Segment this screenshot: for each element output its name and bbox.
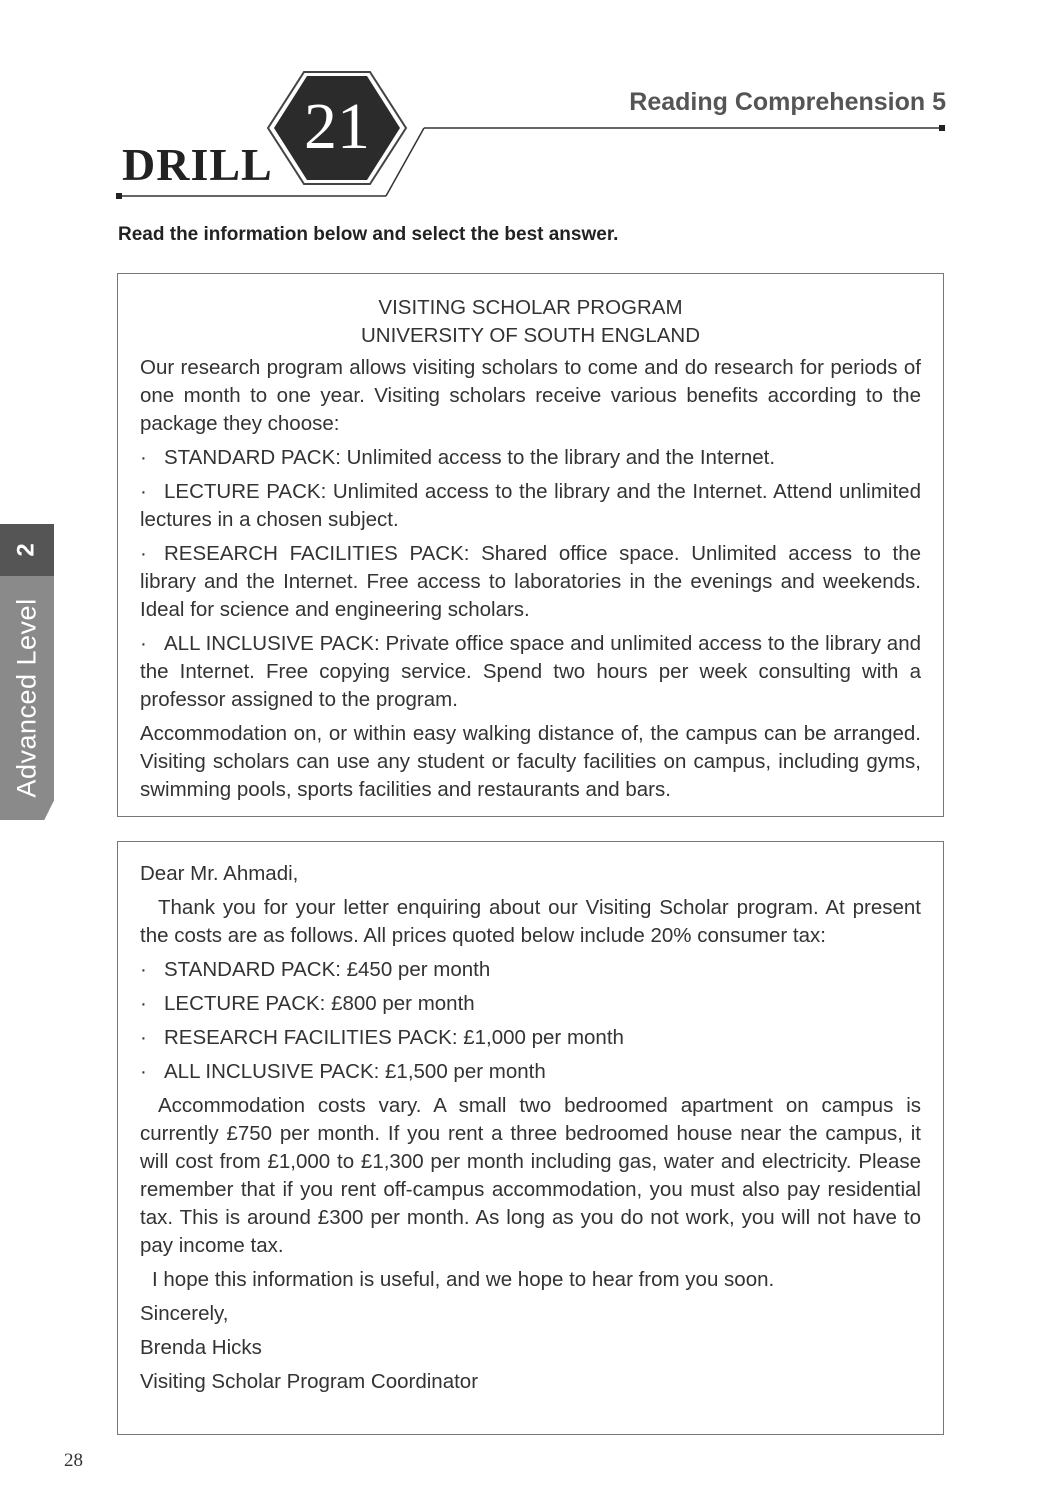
signer-title: Visiting Scholar Program Coordinator bbox=[140, 1370, 479, 1393]
instruction-text: Read the information below and select the best answer. bbox=[118, 224, 619, 245]
page-number: 28 bbox=[64, 1450, 83, 1471]
pack-item: · RESEARCH FACILITIES PACK: Shared office space. Unlimited access to the library and the Internet. Free access to laboratories in the evenings and weekends. Ideal for science and engineering scholars. bbox=[140, 542, 921, 621]
pack-item: · LECTURE PACK: Unlimited access to the library and the Internet. Attend unlimited lectures in a chosen subject. bbox=[140, 480, 921, 531]
level-number: 2 bbox=[12, 543, 40, 557]
bullet-dot: · bbox=[140, 992, 147, 1015]
program-closing: Accommodation on, or within easy walking distance of, the campus can be arranged. Visiting scholars can use any student or faculty facilities on campus, including gyms, swimming pools, sports facilities and restaurants and bars. bbox=[140, 722, 921, 801]
letter-salutation: Dear Mr. Ahmadi, bbox=[140, 862, 299, 885]
pack-item: · STANDARD PACK: Unlimited access to the library and the Internet. bbox=[140, 444, 921, 472]
letter-closing-line: I hope this information is useful, and we hope to hear from you soon. bbox=[152, 1268, 775, 1291]
program-title-line2: UNIVERSITY OF SOUTH ENGLAND bbox=[360, 324, 701, 347]
drill-label: DRILL bbox=[122, 139, 273, 190]
letter-signoff: Sincerely, bbox=[140, 1302, 229, 1325]
program-title-line1: VISITING SCHOLAR PROGRAM bbox=[378, 296, 683, 319]
section-title: Reading Comprehension 5 bbox=[629, 88, 946, 116]
price-item: · RESEARCH FACILITIES PACK: £1,000 per month bbox=[140, 1024, 921, 1052]
price-item: · STANDARD PACK: £450 per month bbox=[140, 956, 921, 984]
signer-name: Brenda Hicks bbox=[140, 1336, 262, 1359]
bullet-dot: · bbox=[140, 480, 147, 503]
letter-box bbox=[117, 841, 944, 1435]
level-label: Advanced Level bbox=[11, 598, 42, 798]
bullet-dot: · bbox=[140, 958, 147, 981]
program-intro: Our research program allows visiting scholars to come and do research for periods of one month to one year. Visiting scholars receive various benefits according to the package they choose: bbox=[140, 356, 921, 435]
price-item: · LECTURE PACK: £800 per month bbox=[140, 990, 921, 1018]
drill-number: 21 bbox=[304, 90, 370, 163]
bullet-dot: · bbox=[140, 446, 147, 469]
bullet-dot: · bbox=[140, 542, 147, 565]
letter-accommodation: Accommodation costs vary. A small two bedroomed apartment on campus is currently £750 per month. If you rent a three bedroomed house near the campus, it will cost from £1,000 to £1,300 per month including gas, water and electricity. Please remember that if you rent off-campus accommodation, you must also pay residential tax. This is around £300 per month. As long as you do not work, you will not have to pay income tax. bbox=[140, 1094, 921, 1257]
letter-intro: Thank you for your letter enquiring about our Visiting Scholar program. At present the costs are as follows. All prices quoted below include 20% consumer tax: bbox=[140, 896, 921, 947]
bullet-dot: · bbox=[140, 1026, 147, 1049]
price-item: · ALL INCLUSIVE PACK: £1,500 per month bbox=[140, 1058, 921, 1086]
level-side-tab bbox=[0, 524, 54, 820]
program-info-box bbox=[117, 273, 944, 817]
bullet-dot: · bbox=[140, 632, 147, 655]
bullet-dot: · bbox=[140, 1060, 147, 1083]
pack-item: · ALL INCLUSIVE PACK: Private office space and unlimited access to the library and the Internet. Free copying service. Spend two hours per week consulting with a professor assigned to the program. bbox=[140, 632, 921, 711]
